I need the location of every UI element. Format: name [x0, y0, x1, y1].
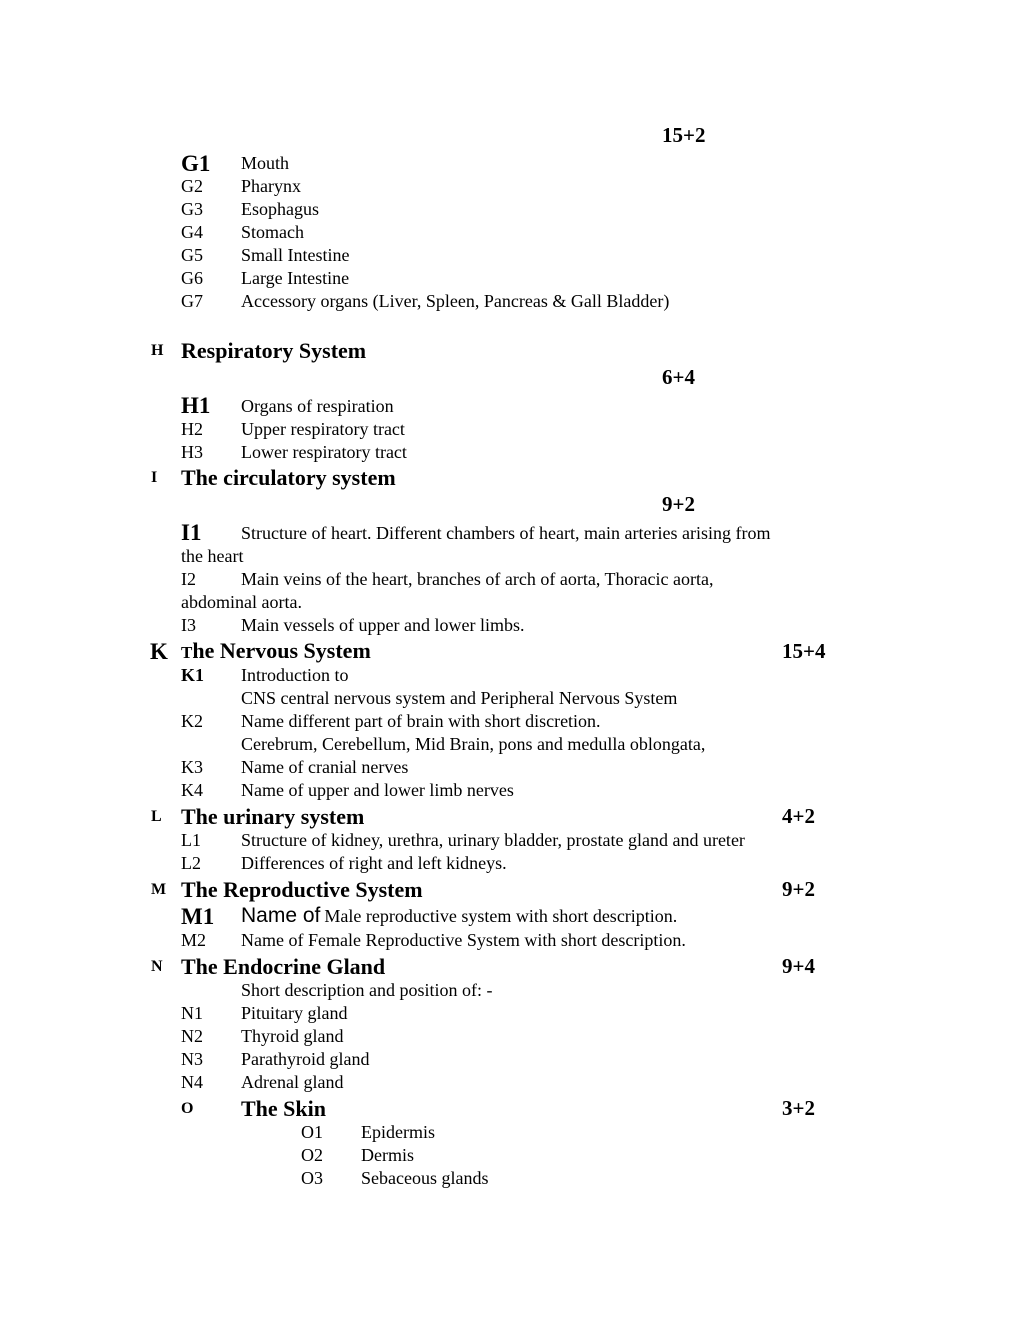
k-title-initial: T [181, 643, 193, 662]
g1-code: G1 [181, 151, 211, 176]
n4-code: N4 [181, 1072, 203, 1092]
g3-code: G3 [181, 199, 203, 219]
i2-text-cont: abdominal aorta. [181, 592, 302, 612]
m-marks: 9+2 [782, 877, 815, 901]
k4-code: K4 [181, 780, 203, 800]
l2-code: L2 [181, 853, 201, 873]
h-marks: 6+4 [662, 365, 695, 389]
k2-text-cont: Cerebrum, Cerebellum, Mid Brain, pons and medulla oblongata, [241, 734, 706, 754]
l1-text: Structure of kidney, urethra, urinary bladder, prostate gland and ureter [241, 830, 745, 850]
i-title: The circulatory system [181, 465, 396, 490]
l2-text: Differences of right and left kidneys. [241, 853, 507, 873]
h1-text: Organs of respiration [241, 396, 394, 416]
m1-text: Male reproductive system with short description. [324, 906, 678, 926]
m-letter: M [151, 881, 167, 898]
h2-text: Upper respiratory tract [241, 419, 405, 439]
o-title: The Skin [241, 1096, 326, 1121]
l1-code: L1 [181, 830, 201, 850]
k-title [181, 640, 371, 662]
h-letter: H [151, 342, 164, 359]
n2-code: N2 [181, 1026, 203, 1046]
g4-text: Stomach [241, 222, 304, 242]
g5-text: Small Intestine [241, 245, 350, 265]
h3-code: H3 [181, 442, 203, 462]
m2-text: Name of Female Reproductive System with short description. [241, 930, 686, 950]
g2-text: Pharynx [241, 176, 301, 196]
o2-code: O2 [301, 1145, 323, 1165]
m-title: The Reproductive System [181, 877, 423, 902]
k1-text-cont: CNS central nervous system and Peripheral Nervous System [241, 688, 678, 708]
g4-code: G4 [181, 222, 203, 242]
l-title: The urinary system [181, 804, 365, 829]
k4-text: Name of upper and lower limb nerves [241, 780, 514, 800]
i2-text: Main veins of the heart, branches of arch of aorta, Thoracic aorta, [241, 569, 714, 589]
g7-text: Accessory organs (Liver, Spleen, Pancreas & Gall Bladder) [241, 291, 670, 311]
g5-code: G5 [181, 245, 203, 265]
k1-code: K1 [181, 665, 205, 685]
g6-code: G6 [181, 268, 203, 288]
g1-text: Mouth [241, 153, 290, 173]
n1-text: Pituitary gland [241, 1003, 348, 1023]
g-marks: 15+2 [662, 123, 706, 147]
m2-code: M2 [181, 930, 207, 950]
i1-text: Structure of heart. Different chambers of heart, main arteries arising from [241, 523, 771, 543]
o1-text: Epidermis [361, 1122, 435, 1142]
k3-text: Name of cranial nerves [241, 757, 409, 777]
o-letter: O [181, 1100, 194, 1117]
o3-code: O3 [301, 1168, 323, 1188]
m1-text-line [241, 905, 677, 926]
k-marks: 15+4 [782, 639, 826, 663]
k2-text: Name different part of brain with short discretion. [241, 711, 601, 731]
n3-code: N3 [181, 1049, 203, 1069]
g3-text: Esophagus [241, 199, 319, 219]
i-marks: 9+2 [662, 492, 695, 516]
h2-code: H2 [181, 419, 203, 439]
g2-code: G2 [181, 176, 203, 196]
i1-code: I1 [181, 520, 202, 545]
l-marks: 4+2 [782, 804, 815, 828]
l-letter: L [151, 808, 162, 825]
m1-text-lead: Name of [241, 904, 321, 927]
h3-text: Lower respiratory tract [241, 442, 407, 462]
o3-text: Sebaceous glands [361, 1168, 489, 1188]
k3-code: K3 [181, 757, 203, 777]
k-letter: K [150, 639, 168, 664]
i3-text: Main vessels of upper and lower limbs. [241, 615, 525, 635]
n-intro: Short description and position of: - [241, 980, 493, 1000]
i3-code: I3 [181, 615, 196, 635]
k-title-rest: he Nervous System [192, 638, 371, 663]
n3-text: Parathyroid gland [241, 1049, 370, 1069]
i2-code: I2 [181, 569, 196, 589]
n-title: The Endocrine Gland [181, 954, 386, 979]
n-marks: 9+4 [782, 954, 815, 978]
k1-text: Introduction to [241, 665, 349, 685]
g7-code: G7 [181, 291, 203, 311]
i1-text-cont: the heart [181, 546, 244, 566]
o1-code: O1 [301, 1122, 323, 1142]
k2-code: K2 [181, 711, 203, 731]
m1-code: M1 [181, 904, 215, 929]
h-title: Respiratory System [181, 338, 367, 363]
n1-code: N1 [181, 1003, 203, 1023]
n4-text: Adrenal gland [241, 1072, 344, 1092]
n-letter: N [151, 958, 163, 975]
o2-text: Dermis [361, 1145, 414, 1165]
g6-text: Large Intestine [241, 268, 350, 288]
o-marks: 3+2 [782, 1096, 815, 1120]
i-letter: I [151, 469, 158, 486]
n2-text: Thyroid gland [241, 1026, 344, 1046]
h1-code: H1 [181, 393, 211, 418]
